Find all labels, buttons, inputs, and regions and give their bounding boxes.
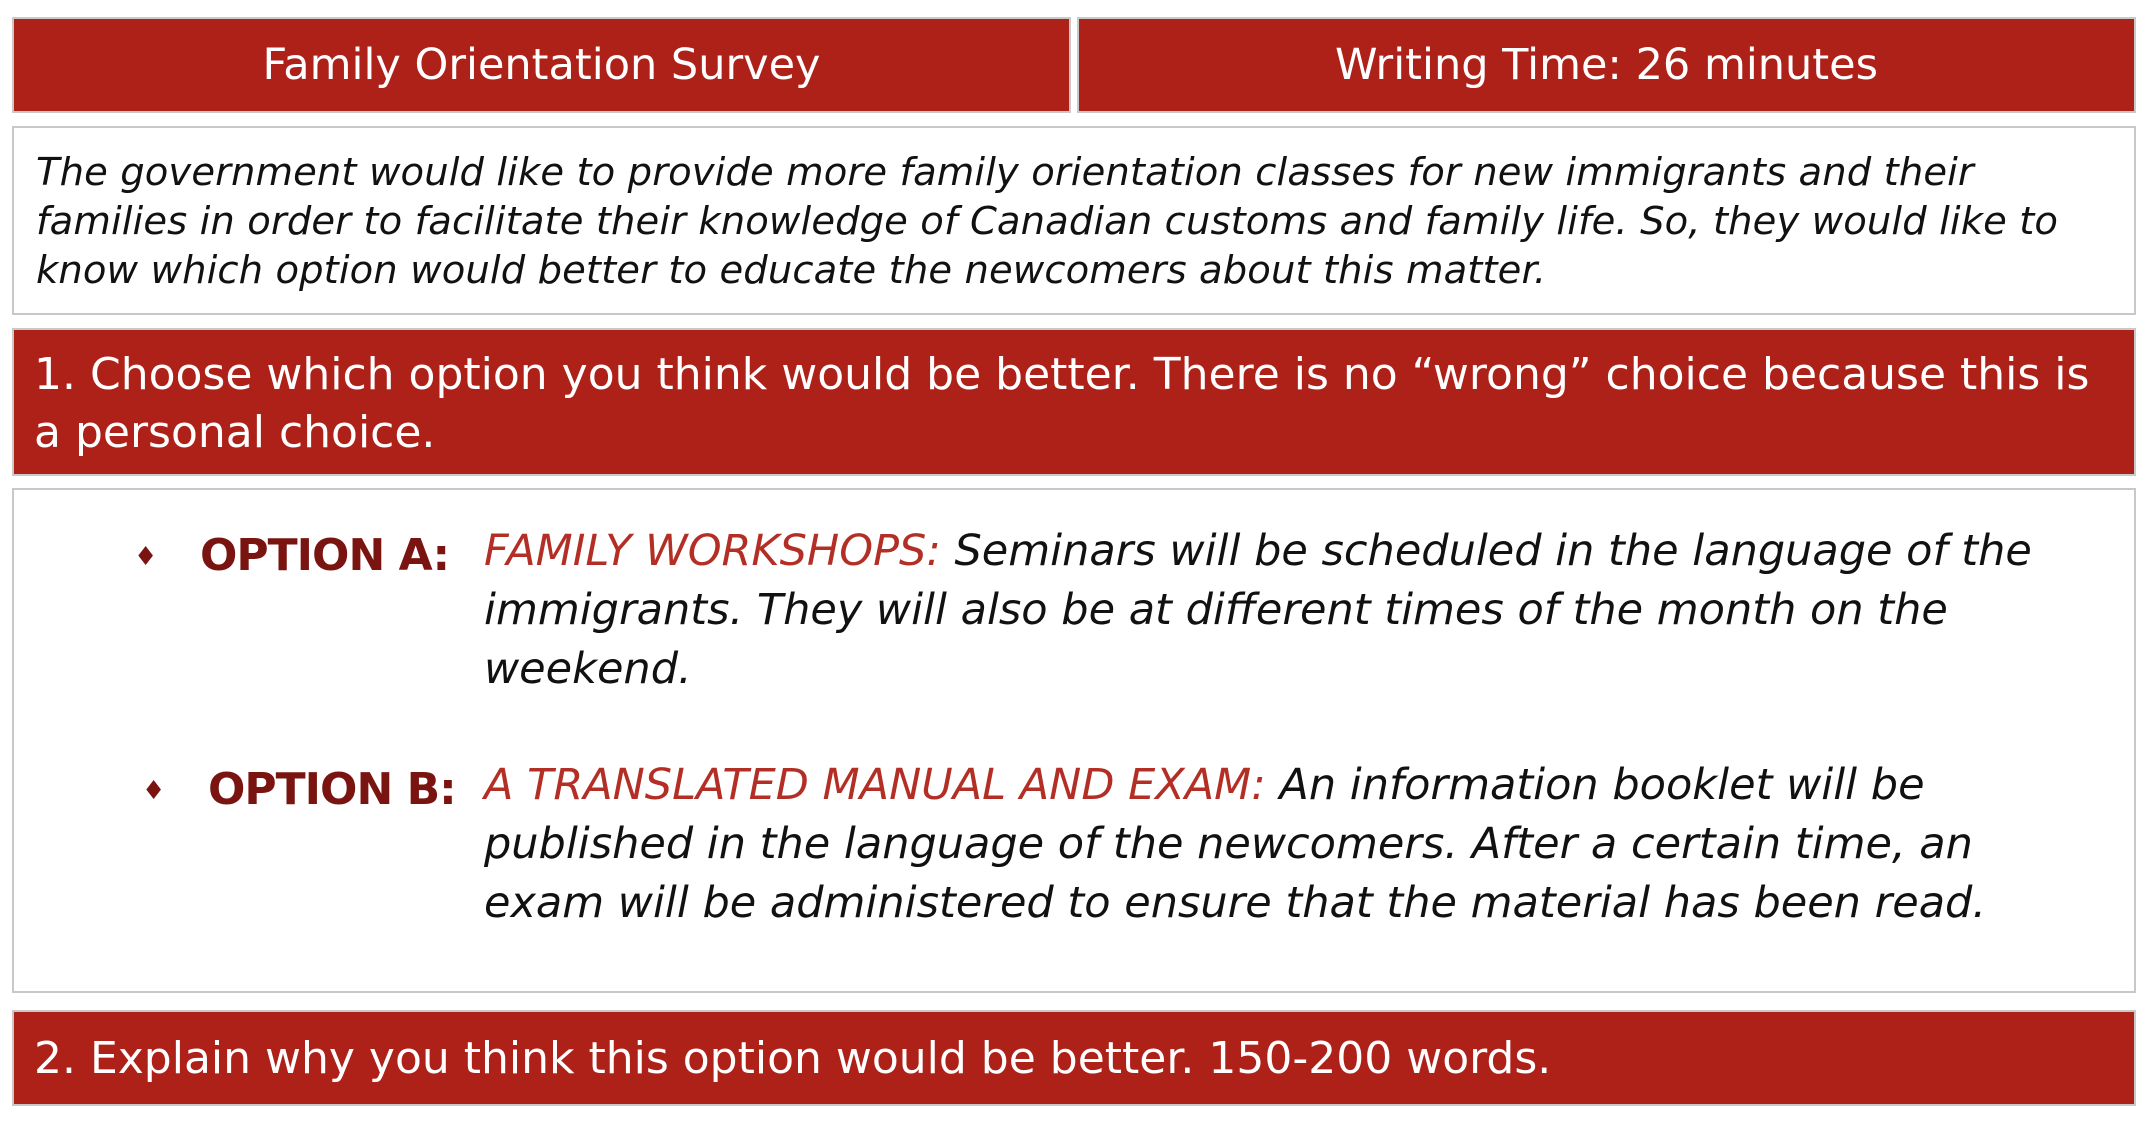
intro-panel [12,126,2136,315]
question-2-text: 2. Explain why you think this option would be better. 150-200 words. [34,1032,1552,1084]
intro-text: The government would like to provide more family orientation classes for new immigrants and their families in order to facilitate their knowledge of Canadian customs and family life. So, they would like to know which option would better to educate the newcomers about this matter. [36,150,2059,293]
option-a-label: OPTION A: [200,530,450,581]
survey-title-cell [12,17,1071,113]
question-1-text: 1. Choose which option you think would be better. There is no “wrong” choice because this is a personal choice. [34,349,2090,458]
option-b-description: An information booklet will be published in the language of the newcomers. After a certain time, an exam will be administered to ensure that the material has been read. [484,760,1987,928]
option-a-description: Seminars will be scheduled in the language of the immigrants. They will also be at different times of the month on the weekend. [484,526,2032,694]
option-b-body [484,756,2084,933]
option-a-title: FAMILY WORKSHOPS: [484,526,941,576]
question-1-banner [12,328,2136,476]
question-2-banner [12,1010,2136,1106]
options-panel [12,488,2136,993]
writing-time: Writing Time: 26 minutes [1334,40,1879,90]
writing-time-cell [1077,17,2136,113]
option-b-title: A TRANSLATED MANUAL AND EXAM: [484,760,1266,810]
option-a-body [484,522,2084,699]
survey-title: Family Orientation Survey [262,40,821,90]
diamond-bullet-icon: ♦ [142,776,166,806]
diamond-bullet-icon: ♦ [134,542,158,572]
option-b-label: OPTION B: [208,764,456,815]
